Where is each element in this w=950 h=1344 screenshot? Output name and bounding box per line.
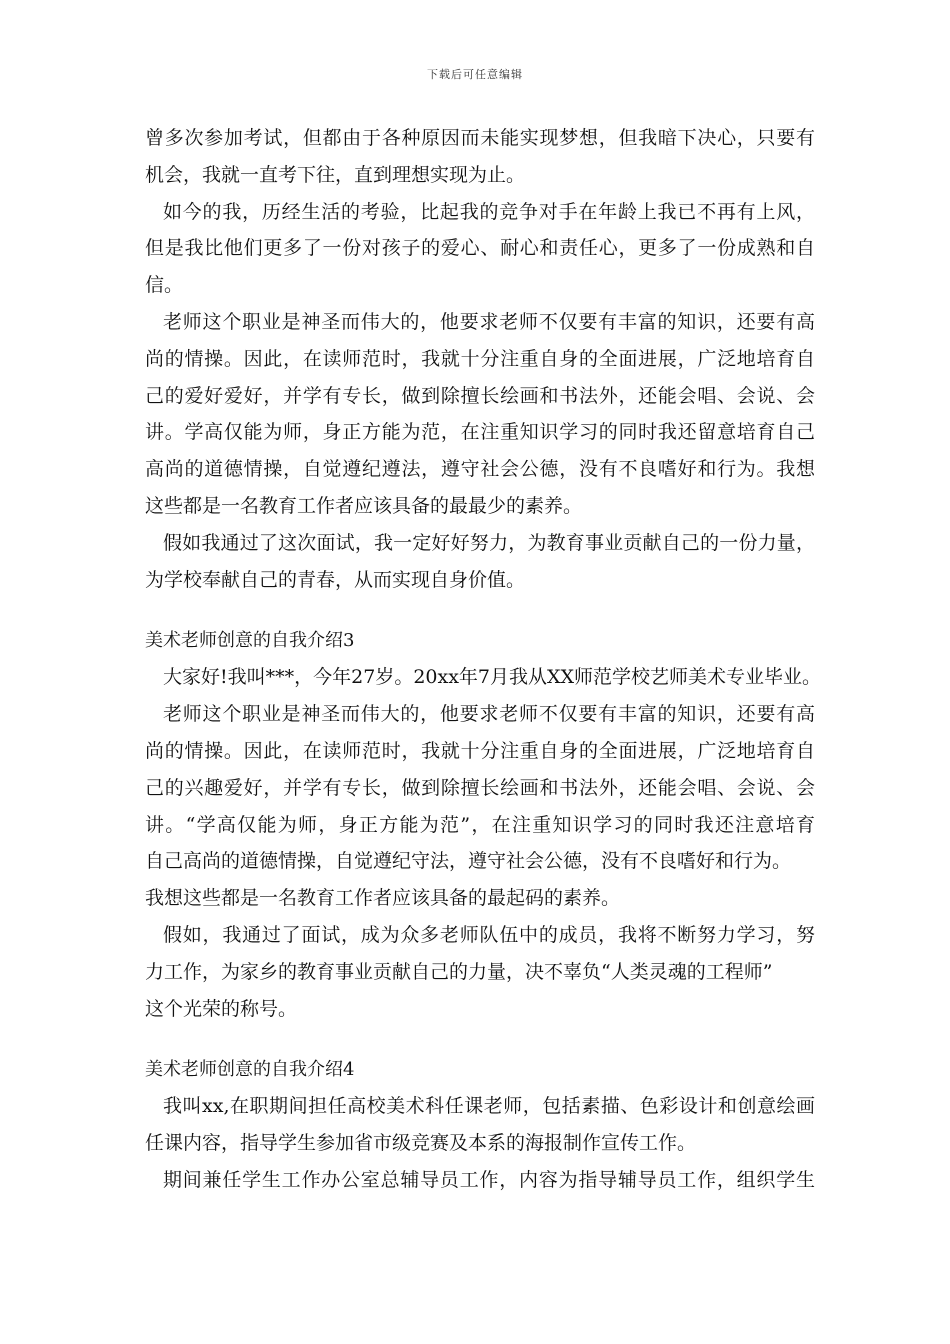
section-heading: 美术老师创意的自我介绍3	[145, 630, 355, 652]
text-line: 这个光荣的称号。	[145, 997, 298, 1020]
paragraph	[145, 917, 815, 1027]
paragraph	[145, 1088, 815, 1162]
text-line: 力工作，为家乡的教育事业贡献自己的力量，决不辜负“人类灵魂的工程师”	[145, 960, 773, 983]
text-line: 这些都是一名教育工作者应该具备的最最少的素养。	[145, 494, 583, 517]
text-line: 己的兴趣爱好，并学有专长，做到除擅长绘画和书法外，还能会唱、会说、会	[145, 776, 815, 799]
text-line: 但是我比他们更多了一份对孩子的爱心、耐心和责任心，更多了一份成熟和自	[145, 237, 815, 260]
text-line: 讲。学高仅能为师，身正方能为范，在注重知识学习的同时我还留意培育自己	[145, 421, 815, 444]
section-heading: 美术老师创意的自我介绍4	[145, 1059, 355, 1081]
paragraph	[145, 120, 815, 194]
text-line: 信。	[145, 274, 184, 297]
text-line: 任课内容，指导学生参加省市级竞赛及本系的海报制作宣传工作。	[145, 1132, 697, 1155]
text-line: 尚的情操。因此，在读师范时，我就十分注重自身的全面进展，广泛地培育自	[145, 347, 815, 370]
text-line: 期间兼任学生工作办公室总辅导员工作，内容为指导辅导员工作，组织学生	[163, 1168, 815, 1191]
text-line: 假如，我通过了面试，成为众多老师队伍中的成员，我将不断努力学习，努	[163, 923, 815, 946]
text-line: 尚的情操。因此，在读师范时，我就十分注重自身的全面进展，广泛地培育自	[145, 739, 815, 762]
text-line: 假如我通过了这次面试，我一定好好努力，为教育事业贡献自己的一份力量，	[163, 531, 815, 554]
paragraph	[145, 304, 815, 525]
paragraph	[145, 194, 815, 304]
text-line: 高尚的道德情操，自觉遵纪遵法，遵守社会公德，没有不良嗜好和行为。我想	[145, 458, 815, 481]
text-line: 讲。“学高仅能为师，身正方能为范”，在注重知识学习的同时我还注意培育	[145, 813, 815, 836]
paragraph	[145, 525, 815, 599]
page-header-note: 下载后可任意编辑	[427, 68, 523, 81]
text-line: 为学校奉献自己的青春，从而实现自身价值。	[145, 568, 526, 591]
text-line: 己的爱好爱好，并学有专长，做到除擅长绘画和书法外，还能会唱、会说、会	[145, 384, 815, 407]
paragraph	[145, 659, 822, 696]
paragraph	[145, 696, 815, 917]
section-gap	[145, 1027, 815, 1051]
paragraph	[145, 1162, 815, 1199]
text-line: 我叫xx,在职期间担任高校美术科任课老师，包括素描、色彩设计和创意绘画	[163, 1095, 815, 1118]
text-line: 老师这个职业是神圣而伟大的，他要求老师不仅要有丰富的知识，还要有高	[163, 703, 815, 726]
text-line: 我想这些都是一名教育工作者应该具备的最起码的素养。	[145, 887, 621, 910]
text-line: 曾多次参加考试，但都由于各种原因而未能实现梦想，但我暗下决心，只要有	[145, 127, 815, 149]
text-line: 机会，我就一直考下往，直到理想实现为止。	[145, 163, 526, 186]
text-line: 老师这个职业是神圣而伟大的，他要求老师不仅要有丰富的知识，还要有高	[163, 310, 815, 333]
text-line: 自己高尚的道德情操，自觉遵纪守法，遵守社会公德，没有不良嗜好和行为。	[145, 850, 792, 873]
document-body	[145, 120, 822, 1199]
text-line: 大家好!我叫***，今年27岁。20xx年7月我从XX师范学校艺师美术专业毕业。	[163, 666, 822, 689]
text-line: 如今的我，历经生活的考验，比起我的竞争对手在年龄上我已不再有上风，	[163, 200, 815, 223]
section-gap	[145, 598, 815, 622]
